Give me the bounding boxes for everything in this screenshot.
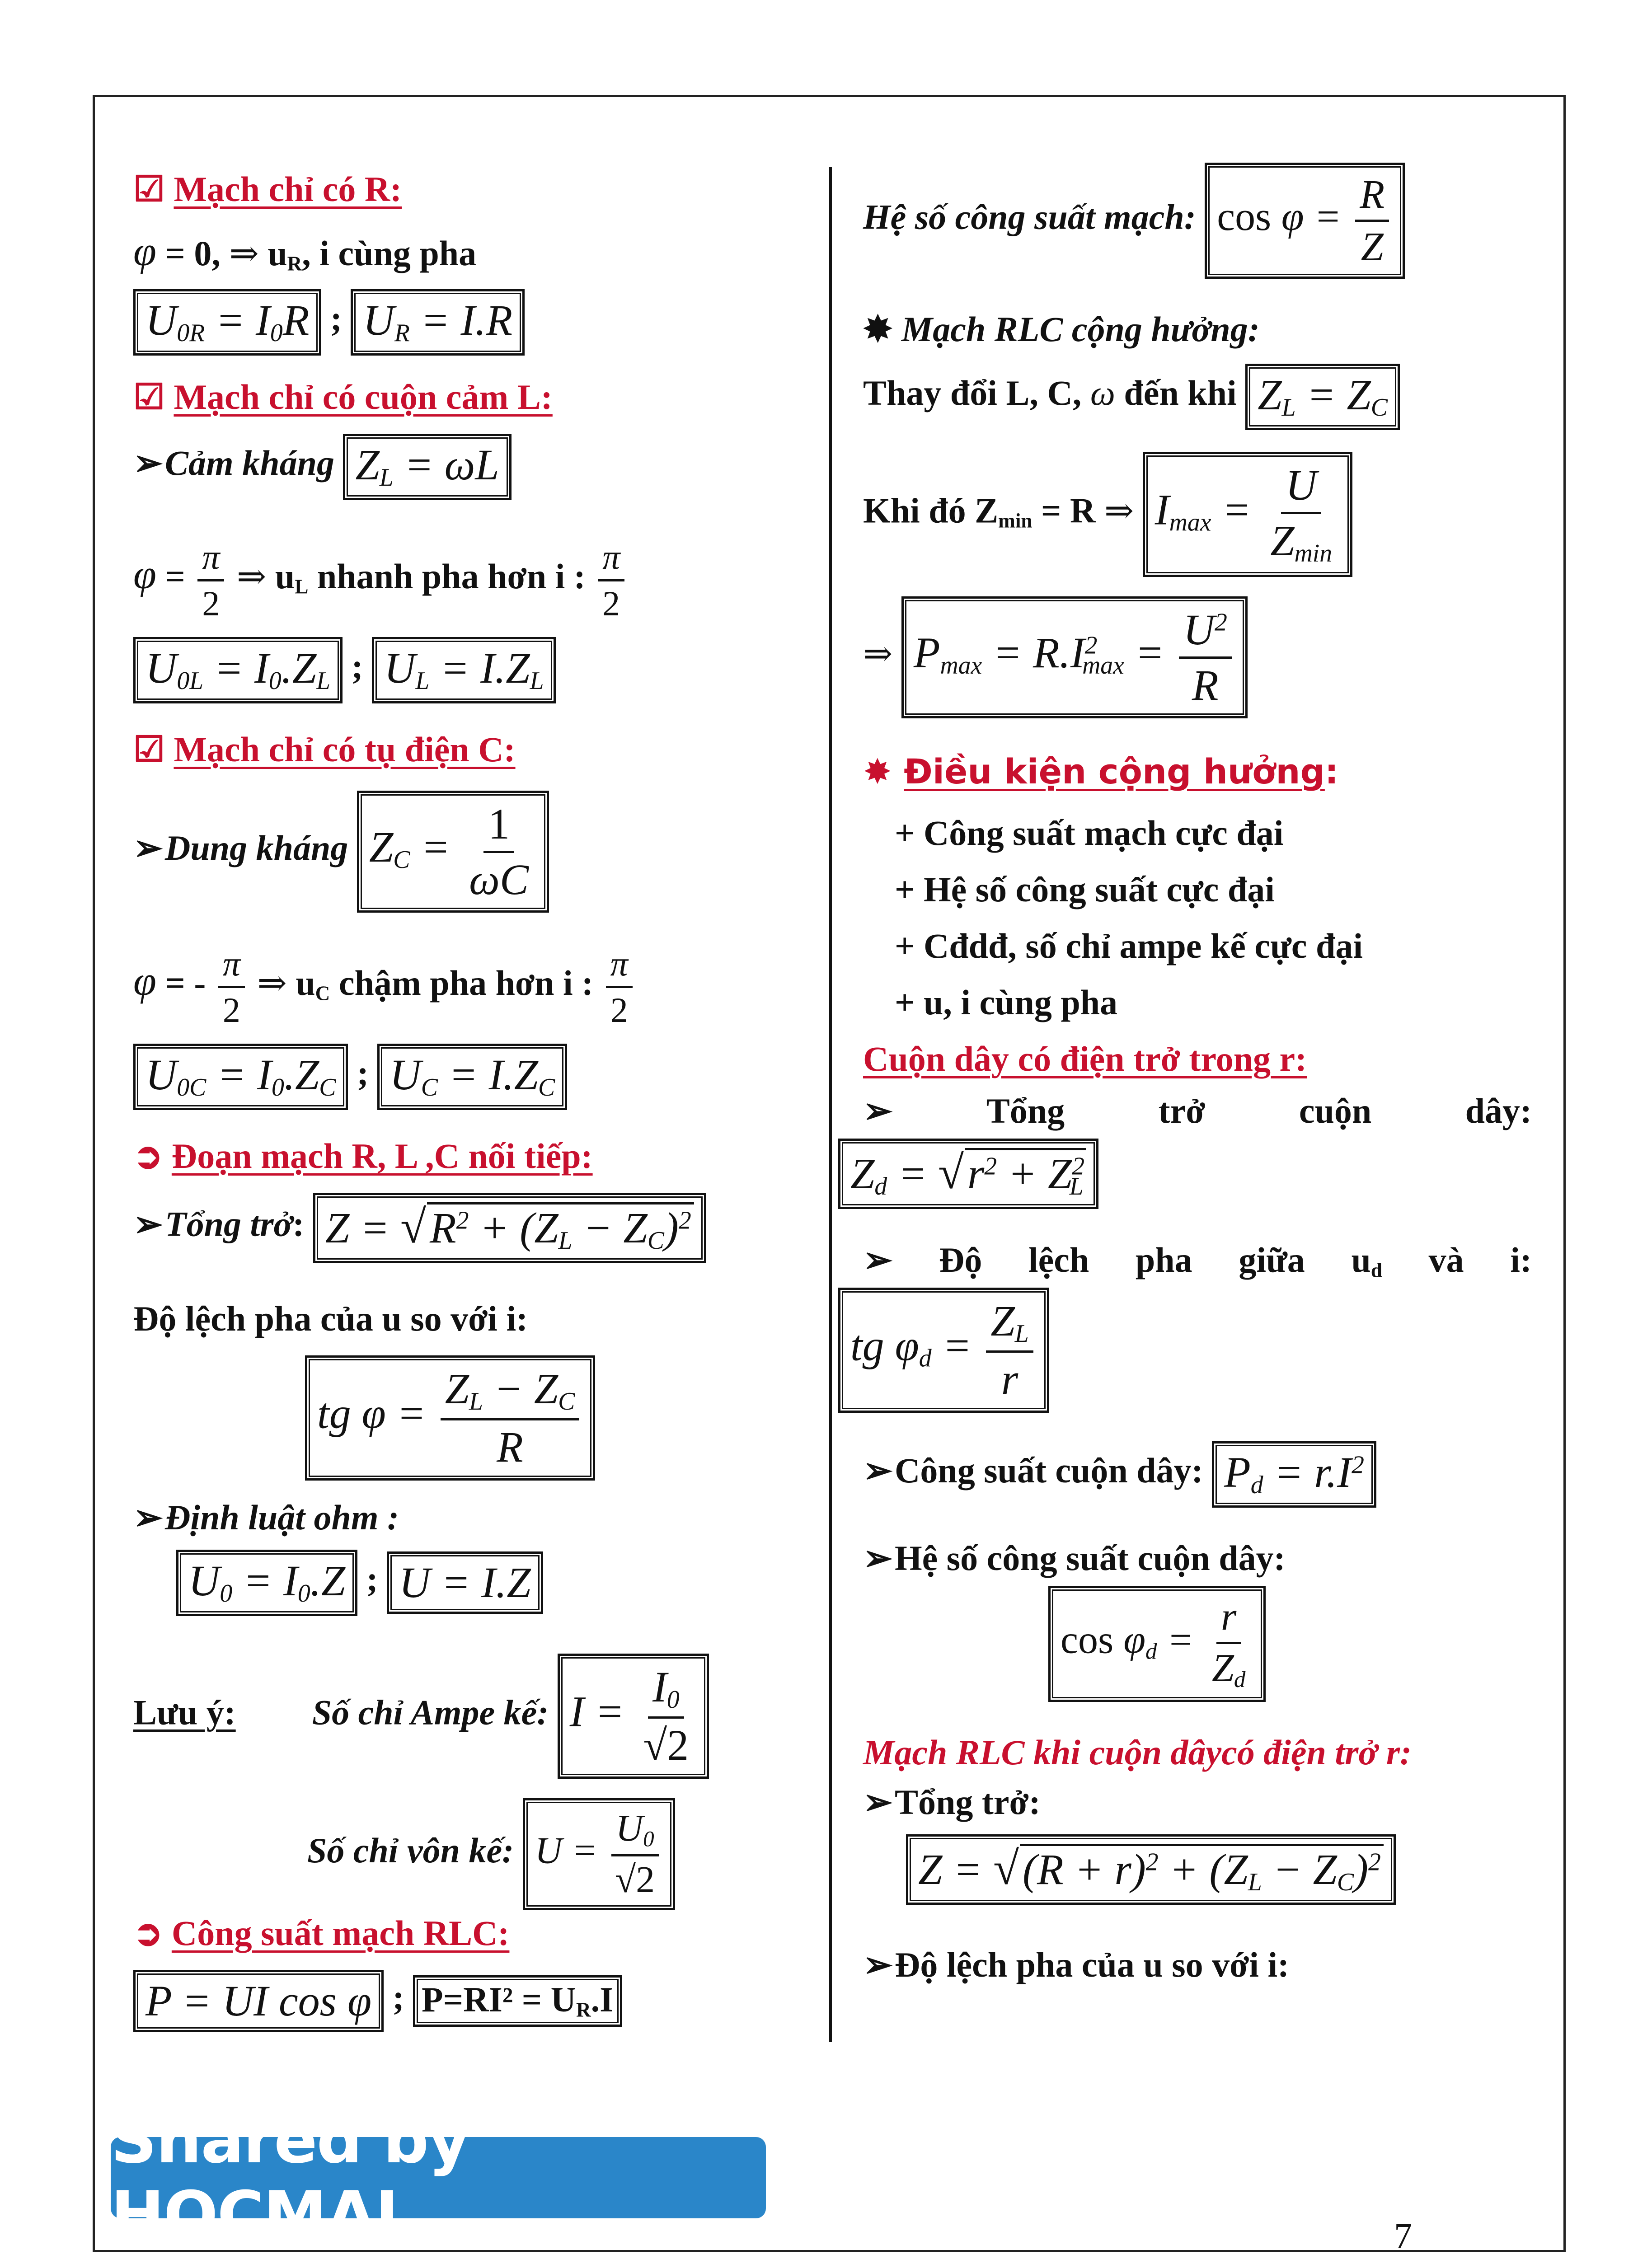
power-factor-line: Hệ số công suất mạch: cos φ = $\frac{R}{Z}$ [863,163,1405,279]
section-r-only [133,169,402,209]
star-icon: ✸ [863,309,901,349]
section-title: Công suất mạch RLC: [171,1913,510,1953]
note-ammeter-line: Lưu ý: Số chỉ Ampe kế: I = $\frac{I_0}{√2}$ [133,1654,709,1779]
voltmeter-line: Số chỉ vôn kế: U = $\frac{U_0}{√2}$ [307,1798,675,1910]
formula-box: tg $\varphi_d$ = $\frac{Z_L}{r}$ [838,1288,1049,1413]
l-formulas: $U_{0L} = I_0.Z_L$ ; $U_L = I.Z_L$ [133,637,556,703]
coil-phase-line: ➢ Độ lệch pha giữa $u_d$ và i: [863,1240,1532,1282]
c-phase-line: φ = - $\frac{\pi}{2}$ ⇒ $u_C$ chậm pha hơn i : $\frac{\pi}{2}$ [133,944,636,1030]
coil-pf-line: ➢Hệ số công suất cuộn dây: [863,1538,1286,1578]
list-item: + Hệ số công suất cực đại [895,870,1275,909]
rlc-r-impedance-line: ➢Tổng trở: [863,1782,1041,1822]
arrow-bullet-icon: ➢ [133,1498,163,1537]
r-phase-line: φ = 0, ⇒ $u_R$, i cùng pha [133,228,477,275]
formula-box: $Z_d = √r^2 + Z^2_L$ [838,1139,1098,1209]
formula-box: P = UI cos φ [133,1970,384,2032]
formula-box: $Z_C$ = $\frac{1}{\omega C}$ [357,791,549,913]
formula-box: U = I.Z [387,1551,543,1614]
rlc-r-impedance-formula [906,1834,1396,1905]
arrow-bullet-icon: ➢ [863,1451,893,1490]
formula-box: cos φ = $\frac{R}{Z}$ [1205,163,1405,279]
page-number: 7 [1394,2217,1412,2256]
list-item: + u, i cùng pha [895,983,1118,1022]
coil-pf-formula [1048,1586,1266,1702]
rlc-r-phase-line: ➢Độ lệch pha của u so với i: [863,1945,1290,1984]
section-title: Mạch chỉ có cuộn cảm L: [174,377,553,417]
formula-box: $Z_L = \omega L$ [343,434,511,500]
resonance-condition: Thay đổi L, C, ω đến khi $Z_L = Z_C$ [863,364,1400,430]
resonance-imax: Khi đó $Z_{min} = R$ ⇒ $I_{max}$ = $\frac{U}{Z_{min}}$ [863,452,1352,577]
power-formulas: P = UI cos φ ; $P=RI^2 = U_R.I$ [133,1970,622,2032]
arrow-right-icon: ➲ [133,1913,172,1953]
coil-tg-formula [838,1288,1049,1413]
ohm-line: ➢Định luật ohm : [133,1498,399,1537]
checkbox-icon: ☑ [133,377,174,417]
formula-box: $U_R = I.R$ [351,289,525,356]
list-item: + Công suất mạch cực đại [895,813,1284,853]
l-reactance-line: ➢Cảm kháng $Z_L = \omega L$ [133,434,512,500]
section-title: Mạch chỉ có R: [174,169,402,209]
formula-box: $U_{0R} = I_0R$ [133,289,321,356]
impedance-line: ➢Tổng trở: $Z = √R^2 + (Z_L - Z_C)^2$ [133,1193,706,1263]
formula-box: $\cos \varphi_d$ = $\frac{r}{Z_d}$ [1048,1586,1266,1702]
ohm-formulas: $U_0 = I_0.Z$ ; U = I.Z [176,1550,543,1616]
formula-box: $P_{max} = R.I^2_{max}$ = $\frac{U^2}{R}$ [901,596,1248,718]
checkbox-icon: ☑ [133,730,174,769]
checkbox-icon: ☑ [133,169,174,209]
arrow-bullet-icon: ➢ [863,1782,893,1822]
coil-title: Cuộn dây có điện trở trong r: [863,1039,1307,1078]
coil-power-line: ➢Công suất cuộn dây: $P_d = r.I^2$ [863,1441,1376,1508]
arrow-bullet-icon: ➢ [863,1240,893,1279]
arrow-bullet-icon: ➢ [863,1538,893,1578]
shared-by-stamp: Shared by HOCMAI [111,2137,766,2218]
formula-box: $Z_L = Z_C$ [1245,364,1400,430]
formula-box: $U_0 = I_0.Z$ [176,1550,357,1616]
column-divider [829,167,832,2042]
formula-box: $Z = √(R + r)^2 + (Z_L - Z_C)^2$ [906,1834,1396,1905]
arrow-bullet-icon: ➢ [863,1945,893,1984]
resonance-title: ✸ Mạch RLC cộng hưởng: [863,309,1260,349]
formula-box: $I_{max}$ = $\frac{U}{Z_{min}}$ [1143,452,1352,577]
resonance-conditions-title: ✸ Điều kiện cộng hưởng: [863,751,1339,792]
formula-box: tg φ = $\frac{Z_L - Z_C}{R}$ [305,1355,595,1481]
c-formulas: $U_{0C} = I_0.Z_C$ ; $U_C = I.Z_C$ [133,1044,567,1110]
formula-box: $U_{0C} = I_0.Z_C$ [133,1044,348,1110]
section-power [133,1913,510,1953]
section-title: Mạch chỉ có tụ điện C: [174,730,516,769]
formula-box: I = $\frac{I_0}{√2}$ [558,1654,709,1779]
formula-box: $Z = √R^2 + (Z_L - Z_C)^2$ [313,1193,706,1263]
c-reactance-line: ➢Dung kháng $Z_C$ = $\frac{1}{\omega C}$ [133,791,549,913]
arrow-bullet-icon: ➢ [133,443,163,483]
section-rlc-series [133,1136,593,1176]
formula-box: $P_d = r.I^2$ [1212,1441,1376,1508]
arrow-bullet-icon: ➢ [133,1204,163,1244]
arrow-bullet-icon: ➢ [133,828,163,867]
coil-impedance-formula [838,1139,1098,1209]
arrow-bullet-icon: ➢ [863,1091,893,1130]
rlc-r-title: Mạch RLC khi cuộn dâycó điện trở r: [863,1733,1412,1772]
section-l-only [133,377,553,417]
formula-box: $P=RI^2 = U_R.I$ [413,1975,622,2027]
section-title: Đoạn mạch R, L ,C nối tiếp: [171,1136,593,1176]
list-item: + Cđdđ, số chỉ ampe kế cực đại [895,926,1363,965]
phase-diff-label: Độ lệch pha của u so với i: [133,1299,528,1338]
l-phase-line: φ = $\frac{\pi}{2}$ ⇒ $u_L$ nhanh pha hơn i : $\frac{\pi}{2}$ [133,538,628,623]
resonance-pmax: ⇒ $P_{max} = R.I^2_{max}$ = $\frac{U^2}{R}$ [863,596,1248,718]
coil-impedance-line: ➢ Tổng trở cuộn dây: [863,1091,1532,1130]
formula-box: $U_{0L} = I_0.Z_L$ [133,637,343,703]
r-formulas: $U_{0R} = I_0R$ ; $U_R = I.R$ [133,289,525,356]
formula-box: $U_L = I.Z_L$ [372,637,556,703]
star-icon: ✸ [863,751,904,792]
arrow-right-icon: ➲ [133,1136,172,1176]
tg-phase-formula [305,1355,595,1481]
formula-box: U = $\frac{U_0}{√2}$ [523,1798,675,1910]
section-c-only [133,732,516,767]
formula-box: $U_C = I.Z_C$ [377,1044,567,1110]
